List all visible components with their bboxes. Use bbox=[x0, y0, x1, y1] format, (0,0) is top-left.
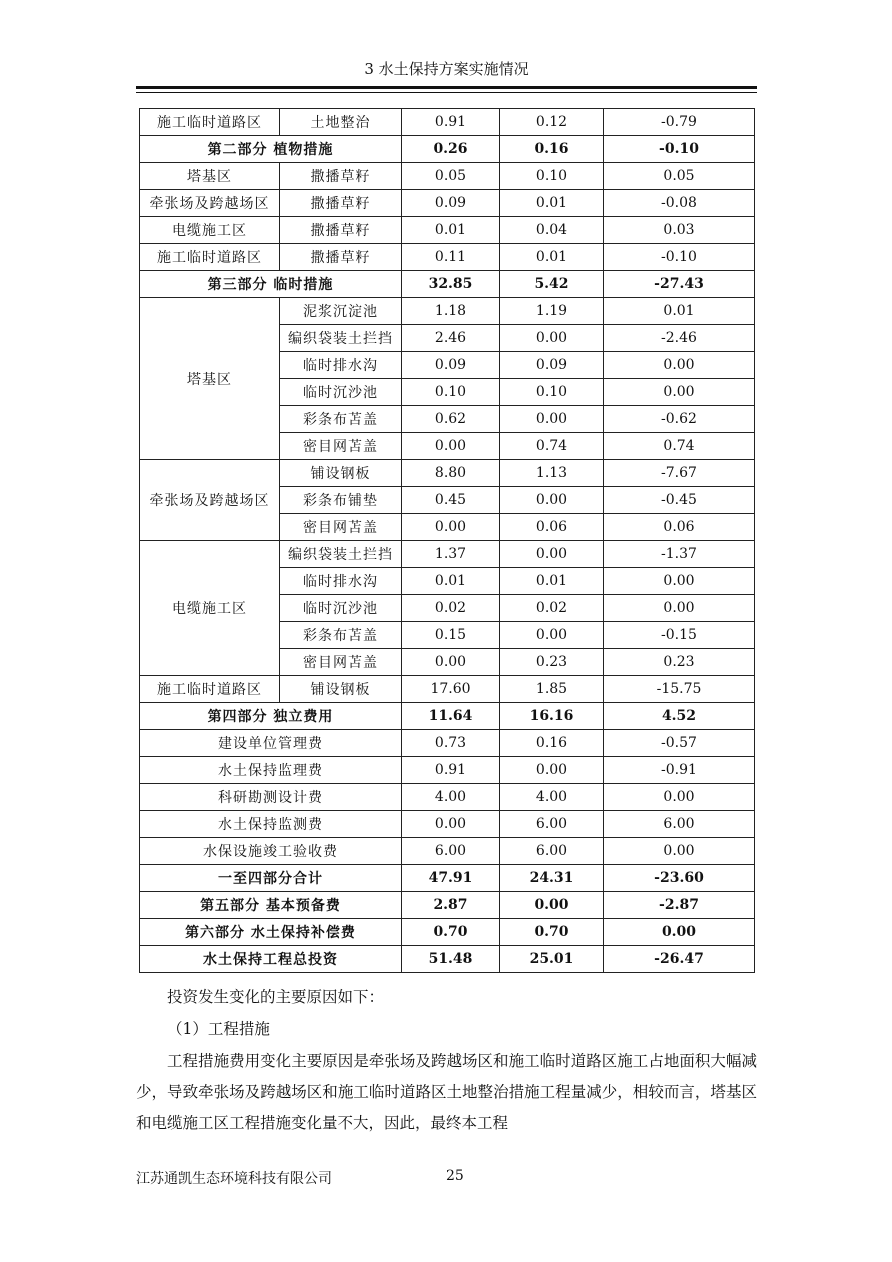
value-cell: 0.09 bbox=[500, 352, 604, 379]
value-cell: -0.57 bbox=[604, 730, 755, 757]
measure-cell: 泥浆沉淀池 bbox=[280, 298, 402, 325]
value-cell: 0.00 bbox=[604, 919, 755, 946]
value-cell: 0.10 bbox=[500, 163, 604, 190]
value-cell: 0.02 bbox=[402, 595, 500, 622]
table-row bbox=[140, 757, 755, 784]
area-cell: 施工临时道路区 bbox=[140, 109, 280, 136]
measure-cell: 撒播草籽 bbox=[280, 244, 402, 271]
area-cell: 牵张场及跨越场区 bbox=[140, 460, 280, 541]
value-cell: 0.05 bbox=[604, 163, 755, 190]
value-cell: 0.00 bbox=[500, 892, 604, 919]
table-row bbox=[140, 919, 755, 946]
table-row bbox=[140, 460, 755, 487]
value-cell: -0.10 bbox=[604, 136, 755, 163]
footer-company: 江苏通凯生态环境科技有限公司 bbox=[136, 1171, 332, 1187]
value-cell: 0.91 bbox=[402, 757, 500, 784]
value-cell: 0.10 bbox=[500, 379, 604, 406]
value-cell: 1.37 bbox=[402, 541, 500, 568]
value-cell: 24.31 bbox=[500, 865, 604, 892]
value-cell: 0.00 bbox=[500, 622, 604, 649]
measure-cell: 编织袋装土拦挡 bbox=[280, 325, 402, 352]
value-cell: -0.91 bbox=[604, 757, 755, 784]
value-cell: -0.08 bbox=[604, 190, 755, 217]
area-cell: 塔基区 bbox=[140, 298, 280, 460]
value-cell: 1.85 bbox=[500, 676, 604, 703]
table-row bbox=[140, 865, 755, 892]
value-cell: 0.12 bbox=[500, 109, 604, 136]
value-cell: -2.46 bbox=[604, 325, 755, 352]
value-cell: 0.70 bbox=[500, 919, 604, 946]
value-cell: -0.10 bbox=[604, 244, 755, 271]
table-row bbox=[140, 217, 755, 244]
value-cell: -0.79 bbox=[604, 109, 755, 136]
table-row bbox=[140, 811, 755, 838]
value-cell: 0.01 bbox=[500, 568, 604, 595]
value-cell: 2.46 bbox=[402, 325, 500, 352]
section-label: 第六部分 水土保持补偿费 bbox=[140, 919, 402, 946]
value-cell: 1.18 bbox=[402, 298, 500, 325]
area-cell: 塔基区 bbox=[140, 163, 280, 190]
value-cell: 0.10 bbox=[402, 379, 500, 406]
value-cell: 0.00 bbox=[402, 514, 500, 541]
value-cell: 2.87 bbox=[402, 892, 500, 919]
table-row bbox=[140, 946, 755, 973]
value-cell: 0.11 bbox=[402, 244, 500, 271]
table-row bbox=[140, 838, 755, 865]
table-row bbox=[140, 730, 755, 757]
measure-cell: 密目网苫盖 bbox=[280, 649, 402, 676]
value-cell: -2.87 bbox=[604, 892, 755, 919]
value-cell: 0.03 bbox=[604, 217, 755, 244]
area-cell: 牵张场及跨越场区 bbox=[140, 190, 280, 217]
measure-cell: 彩条布苫盖 bbox=[280, 406, 402, 433]
value-cell: 0.74 bbox=[604, 433, 755, 460]
measure-cell: 铺设钢板 bbox=[280, 676, 402, 703]
value-cell: 0.15 bbox=[402, 622, 500, 649]
measure-cell: 密目网苫盖 bbox=[280, 514, 402, 541]
value-cell: 6.00 bbox=[500, 838, 604, 865]
value-cell: 51.48 bbox=[402, 946, 500, 973]
section-label: 一至四部分合计 bbox=[140, 865, 402, 892]
table-row bbox=[140, 541, 755, 568]
value-cell: 47.91 bbox=[402, 865, 500, 892]
value-cell: 0.00 bbox=[500, 487, 604, 514]
area-cell: 电缆施工区 bbox=[140, 541, 280, 676]
value-cell: 11.64 bbox=[402, 703, 500, 730]
value-cell: -7.67 bbox=[604, 460, 755, 487]
paragraph-heading-engineering: （1）工程措施 bbox=[167, 1020, 270, 1038]
table-row bbox=[140, 298, 755, 325]
value-cell: -27.43 bbox=[604, 271, 755, 298]
measure-cell: 土地整治 bbox=[280, 109, 402, 136]
value-cell: 6.00 bbox=[500, 811, 604, 838]
fee-label: 水土保持监测费 bbox=[140, 811, 402, 838]
value-cell: 0.16 bbox=[500, 136, 604, 163]
value-cell: 0.09 bbox=[402, 190, 500, 217]
measure-cell: 撒播草籽 bbox=[280, 190, 402, 217]
value-cell: 0.00 bbox=[604, 379, 755, 406]
value-cell: 0.00 bbox=[500, 757, 604, 784]
value-cell: 32.85 bbox=[402, 271, 500, 298]
table-row bbox=[140, 109, 755, 136]
value-cell: 0.16 bbox=[500, 730, 604, 757]
measure-cell: 密目网苫盖 bbox=[280, 433, 402, 460]
area-cell: 施工临时道路区 bbox=[140, 676, 280, 703]
section-label: 第四部分 独立费用 bbox=[140, 703, 402, 730]
value-cell: 6.00 bbox=[402, 838, 500, 865]
table-row bbox=[140, 163, 755, 190]
value-cell: 0.00 bbox=[402, 649, 500, 676]
value-cell: 1.19 bbox=[500, 298, 604, 325]
value-cell: 0.06 bbox=[604, 514, 755, 541]
value-cell: 0.70 bbox=[402, 919, 500, 946]
investment-comparison-table bbox=[139, 108, 755, 973]
value-cell: 0.23 bbox=[604, 649, 755, 676]
fee-label: 水土保持监理费 bbox=[140, 757, 402, 784]
page-header: 3 水土保持方案实施情况 bbox=[364, 60, 529, 78]
table-row bbox=[140, 190, 755, 217]
value-cell: 0.04 bbox=[500, 217, 604, 244]
measure-cell: 撒播草籽 bbox=[280, 163, 402, 190]
value-cell: 0.23 bbox=[500, 649, 604, 676]
measure-cell: 彩条布铺垫 bbox=[280, 487, 402, 514]
value-cell: 25.01 bbox=[500, 946, 604, 973]
value-cell: 0.00 bbox=[402, 433, 500, 460]
value-cell: 0.45 bbox=[402, 487, 500, 514]
value-cell: 4.00 bbox=[402, 784, 500, 811]
value-cell: -26.47 bbox=[604, 946, 755, 973]
fee-label: 建设单位管理费 bbox=[140, 730, 402, 757]
value-cell: 5.42 bbox=[500, 271, 604, 298]
header-rule-thin bbox=[136, 92, 757, 93]
value-cell: 0.00 bbox=[604, 595, 755, 622]
value-cell: 4.52 bbox=[604, 703, 755, 730]
measure-cell: 彩条布苫盖 bbox=[280, 622, 402, 649]
table-row bbox=[140, 244, 755, 271]
section-label: 第三部分 临时措施 bbox=[140, 271, 402, 298]
measure-cell: 编织袋装土拦挡 bbox=[280, 541, 402, 568]
area-cell: 施工临时道路区 bbox=[140, 244, 280, 271]
value-cell: 0.26 bbox=[402, 136, 500, 163]
paragraph-intro: 投资发生变化的主要原因如下： bbox=[167, 988, 385, 1006]
value-cell: 16.16 bbox=[500, 703, 604, 730]
section-label: 第五部分 基本预备费 bbox=[140, 892, 402, 919]
value-cell: 0.06 bbox=[500, 514, 604, 541]
value-cell: 0.01 bbox=[500, 244, 604, 271]
value-cell: 0.73 bbox=[402, 730, 500, 757]
value-cell: 1.13 bbox=[500, 460, 604, 487]
table-row bbox=[140, 136, 755, 163]
measure-cell: 临时沉沙池 bbox=[280, 379, 402, 406]
measure-cell: 临时沉沙池 bbox=[280, 595, 402, 622]
value-cell: -0.45 bbox=[604, 487, 755, 514]
value-cell: 0.01 bbox=[500, 190, 604, 217]
value-cell: 0.05 bbox=[402, 163, 500, 190]
value-cell: 0.91 bbox=[402, 109, 500, 136]
value-cell: 6.00 bbox=[604, 811, 755, 838]
paragraph-engineering-reason: 工程措施费用变化主要原因是牵张场及跨越场区和施工临时道路区施工占地面积大幅减少，导致牵张场及跨越场区和施工临时道路区土地整治措施工程量减少，相较而言，塔基区和电缆施工区工程措施变化量不大，因此，最终本工程 bbox=[136, 1052, 757, 1132]
value-cell: -1.37 bbox=[604, 541, 755, 568]
value-cell: 8.80 bbox=[402, 460, 500, 487]
value-cell: 4.00 bbox=[500, 784, 604, 811]
value-cell: 0.02 bbox=[500, 595, 604, 622]
value-cell: 0.00 bbox=[604, 838, 755, 865]
value-cell: 0.01 bbox=[402, 568, 500, 595]
table-row bbox=[140, 271, 755, 298]
section-label: 水土保持工程总投资 bbox=[140, 946, 402, 973]
value-cell: 0.00 bbox=[604, 352, 755, 379]
fee-label: 科研勘测设计费 bbox=[140, 784, 402, 811]
table-row bbox=[140, 784, 755, 811]
value-cell: 0.00 bbox=[402, 811, 500, 838]
value-cell: -0.62 bbox=[604, 406, 755, 433]
value-cell: 0.62 bbox=[402, 406, 500, 433]
value-cell: 0.09 bbox=[402, 352, 500, 379]
table-row bbox=[140, 892, 755, 919]
measure-cell: 临时排水沟 bbox=[280, 352, 402, 379]
value-cell: 0.00 bbox=[604, 568, 755, 595]
measure-cell: 临时排水沟 bbox=[280, 568, 402, 595]
value-cell: 0.00 bbox=[500, 406, 604, 433]
table-row bbox=[140, 703, 755, 730]
value-cell: -0.15 bbox=[604, 622, 755, 649]
page-number: 25 bbox=[446, 1168, 464, 1184]
table-row bbox=[140, 676, 755, 703]
value-cell: 0.74 bbox=[500, 433, 604, 460]
fee-label: 水保设施竣工验收费 bbox=[140, 838, 402, 865]
value-cell: -23.60 bbox=[604, 865, 755, 892]
value-cell: 17.60 bbox=[402, 676, 500, 703]
value-cell: 0.01 bbox=[604, 298, 755, 325]
value-cell: -15.75 bbox=[604, 676, 755, 703]
header-rule-thick bbox=[136, 86, 757, 89]
value-cell: 0.00 bbox=[500, 325, 604, 352]
value-cell: 0.00 bbox=[604, 784, 755, 811]
area-cell: 电缆施工区 bbox=[140, 217, 280, 244]
value-cell: 0.00 bbox=[500, 541, 604, 568]
measure-cell: 撒播草籽 bbox=[280, 217, 402, 244]
section-label: 第二部分 植物措施 bbox=[140, 136, 402, 163]
value-cell: 0.01 bbox=[402, 217, 500, 244]
measure-cell: 铺设钢板 bbox=[280, 460, 402, 487]
